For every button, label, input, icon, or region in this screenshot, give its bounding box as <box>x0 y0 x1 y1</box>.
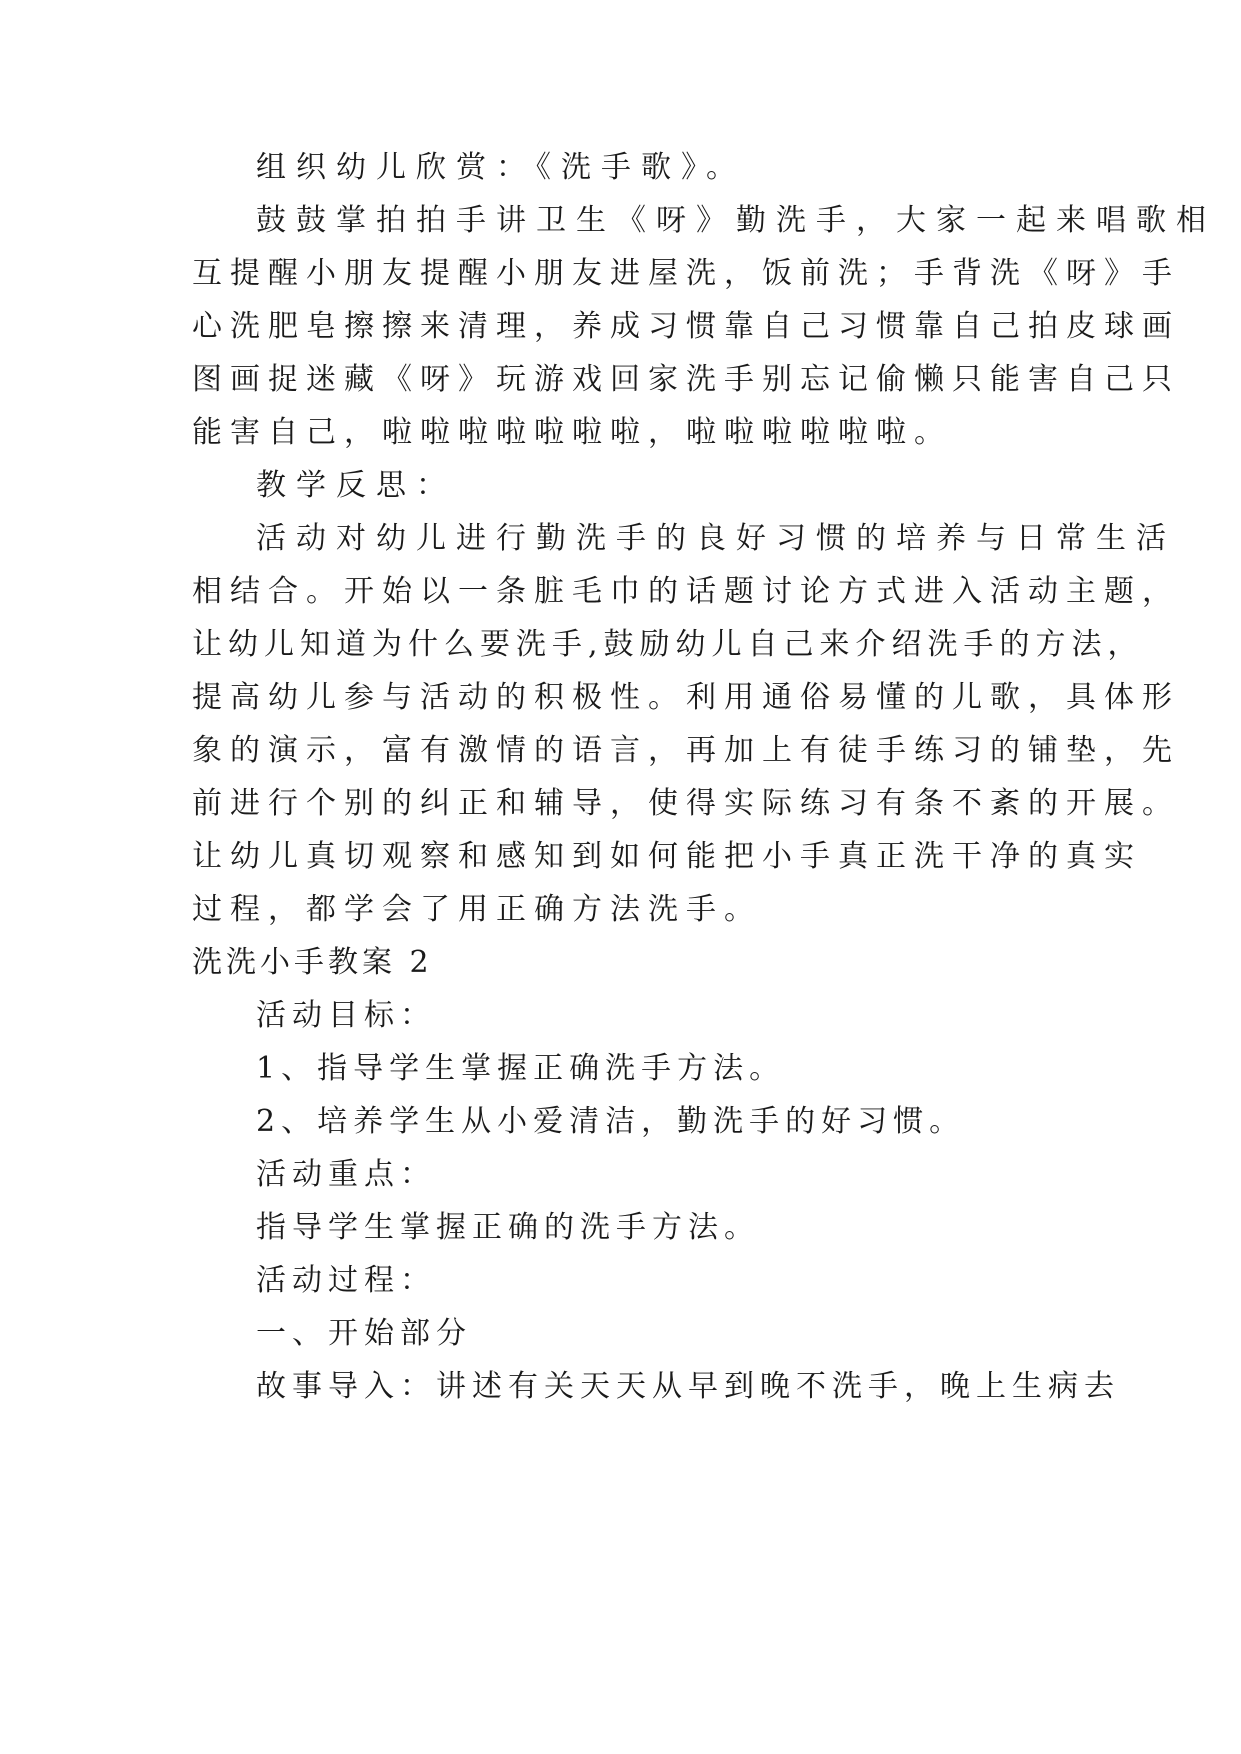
list-item: 2、培养学生从小爱清洁，勤洗手的好习惯。 <box>256 1104 966 1139</box>
paragraph-line: 前进行个别的纠正和辅导，使得实际练习有条不紊的开展。 <box>192 786 1180 821</box>
section-heading: 教学反思： <box>256 468 456 503</box>
paragraph-line: 提高幼儿参与活动的积极性。利用通俗易懂的儿歌，具体形 <box>192 680 1180 715</box>
paragraph-line: 让幼儿真切观察和感知到如何能把小手真正洗干净的真实 <box>192 839 1142 874</box>
section-heading: 活动目标： <box>256 998 436 1033</box>
paragraph-line: 象的演示，富有激情的语言，再加上有徒手练习的铺垫，先 <box>192 733 1180 768</box>
paragraph-line: 图画捉迷藏《呀》玩游戏回家洗手别忘记偷懒只能害自己只 <box>192 362 1180 397</box>
paragraph-line: 能害自己，啦啦啦啦啦啦啦，啦啦啦啦啦啦。 <box>192 415 952 450</box>
paragraph-line: 相结合。开始以一条脏毛巾的话题讨论方式进入活动主题， <box>192 574 1180 609</box>
paragraph-line: 指导学生掌握正确的洗手方法。 <box>256 1210 760 1245</box>
paragraph-line: 互提醒小朋友提醒小朋友进屋洗，饭前洗；手背洗《呀》手 <box>192 256 1180 291</box>
subsection-heading: 一、开始部分 <box>256 1316 472 1351</box>
paragraph-line: 故事导入：讲述有关天天从早到晚不洗手，晚上生病去 <box>256 1369 1120 1404</box>
paragraph-line: 组织幼儿欣赏：《洗手歌》。 <box>256 150 746 185</box>
list-item: 1、指导学生掌握正确洗手方法。 <box>256 1051 786 1086</box>
paragraph-line: 活动对幼儿进行勤洗手的良好习惯的培养与日常生活 <box>256 521 1176 556</box>
paragraph-line: 让幼儿知道为什么要洗手,鼓励幼儿自己来介绍洗手的方法， <box>192 627 1144 662</box>
paragraph-line: 过程，都学会了用正确方法洗手。 <box>192 892 762 927</box>
section-heading: 活动过程： <box>256 1263 436 1298</box>
document-title: 洗洗小手教案 2 <box>192 945 433 980</box>
section-heading: 活动重点： <box>256 1157 436 1192</box>
paragraph-line: 心洗肥皂擦擦来清理，养成习惯靠自己习惯靠自己拍皮球画 <box>192 309 1180 344</box>
paragraph-line: 鼓鼓掌拍拍手讲卫生《呀》勤洗手，大家一起来唱歌相 <box>256 203 1216 238</box>
